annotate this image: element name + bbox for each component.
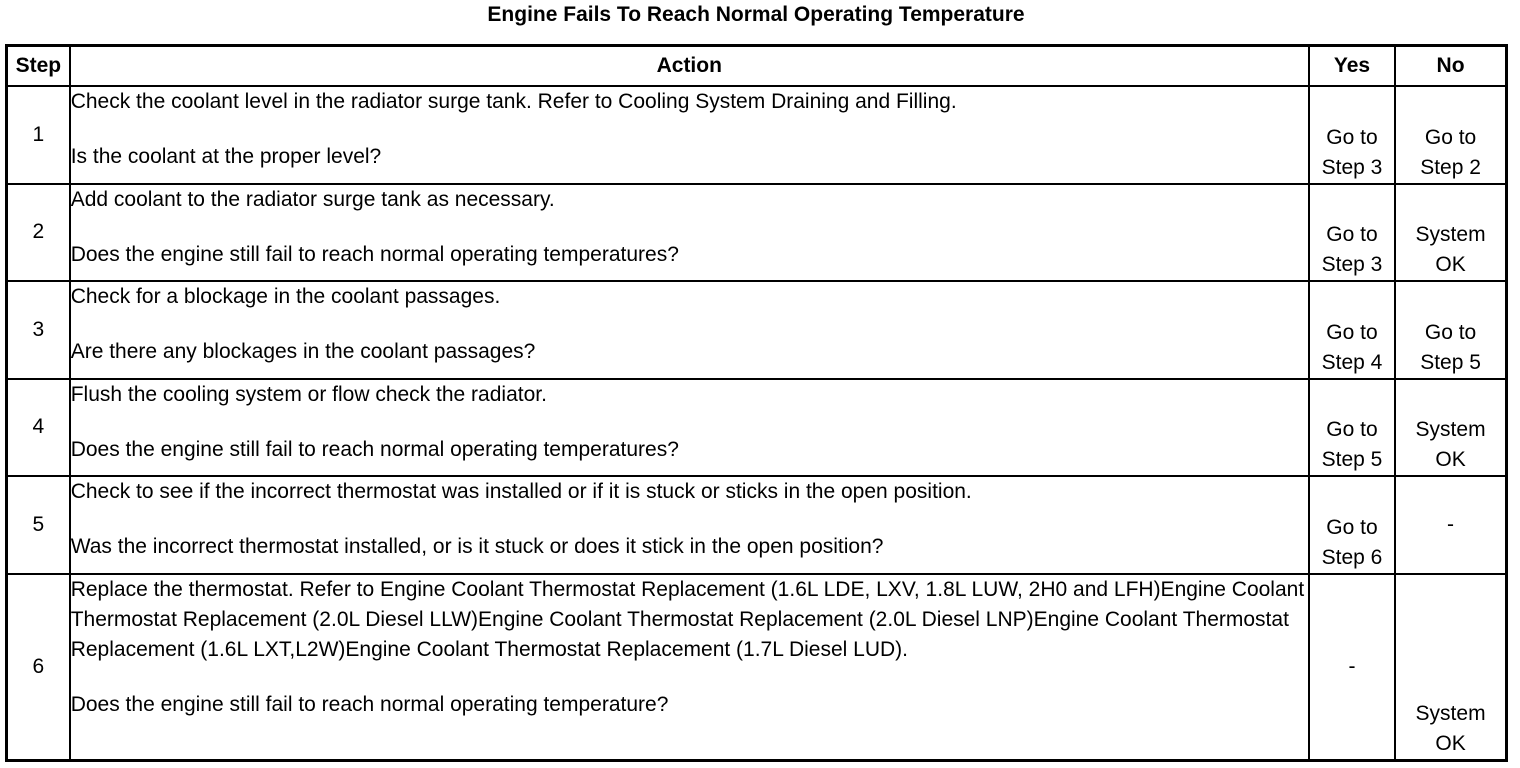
yes-result-line: Go to	[1326, 320, 1378, 344]
yes-result	[1309, 281, 1395, 379]
no-result-line: Step 2	[1420, 155, 1481, 179]
yes-result-line: Go to	[1326, 125, 1378, 149]
yes-result	[1309, 86, 1395, 184]
yes-result-line: Go to	[1326, 223, 1378, 246]
step-number: 6	[7, 574, 70, 761]
table-row	[7, 86, 1507, 184]
header-action: Action	[70, 46, 1309, 87]
yes-result-line: Step 4	[1321, 350, 1383, 374]
yes-result	[1309, 379, 1395, 477]
no-result	[1395, 574, 1506, 761]
header-yes: Yes	[1309, 46, 1395, 87]
no-result-line: System	[1415, 223, 1486, 246]
step-number: 3	[7, 281, 70, 379]
header-no: No	[1395, 46, 1506, 87]
step-number: 5	[7, 476, 70, 574]
action-cell	[70, 476, 1309, 574]
no-result-line: Go to	[1424, 320, 1477, 344]
table-row	[7, 476, 1507, 574]
no-result-line: System	[1415, 418, 1486, 441]
table-row	[7, 281, 1507, 379]
yes-result-line: Go to	[1326, 418, 1378, 441]
no-result-line: System	[1415, 702, 1486, 725]
action-instruction: Check for a blockage in the coolant passages.	[70, 285, 501, 308]
no-result	[1395, 184, 1506, 282]
no-result	[1395, 86, 1506, 184]
table-row	[7, 574, 1507, 761]
no-result-line: -	[1447, 512, 1455, 536]
action-cell	[70, 574, 1309, 761]
action-instruction: Add coolant to the radiator surge tank as necessary.	[70, 187, 555, 211]
page-title: Engine Fails To Reach Normal Operating Temperature	[487, 3, 1025, 26]
yes-result-line: Go to	[1326, 515, 1378, 539]
yes-result	[1309, 476, 1395, 574]
no-result	[1395, 379, 1506, 477]
action-question: Was the incorrect thermostat installed, or is it stuck or does it stick in the open position?	[70, 535, 884, 558]
no-result-line: Step 5	[1420, 350, 1481, 374]
diagnostic-table	[5, 44, 1508, 762]
yes-result-line: Step 3	[1321, 253, 1383, 276]
action-instruction: Replace the thermostat. Refer to Engine Coolant Thermostat Replacement (1.6L LDE, LXV, 1.8L LUW, 2H0 and LFH)Engine Coolant Thermostat Replacement (2.0L Diesel LLW)Engine Coolant Thermostat Replacement (2.0L Diesel LNP)Engine Coolant Thermostat Replacement (1.6L LXT,L2W)Engine Coolant Thermostat Replacement (1.7L Diesel LUD).	[70, 577, 1305, 661]
action-cell	[70, 281, 1309, 379]
step-number: 2	[7, 184, 70, 282]
step-number: 4	[7, 379, 70, 477]
action-instruction: Flush the cooling system or flow check the radiator.	[70, 382, 547, 406]
action-question: Does the engine still fail to reach normal operating temperatures?	[70, 437, 679, 461]
yes-result	[1309, 574, 1395, 761]
action-cell	[70, 86, 1309, 184]
no-result	[1395, 476, 1506, 574]
action-question: Does the engine still fail to reach normal operating temperature?	[70, 692, 669, 716]
action-cell	[70, 379, 1309, 477]
action-instruction: Check the coolant level in the radiator surge tank. Refer to Cooling System Draining and Filling.	[70, 90, 957, 113]
step-number: 1	[7, 86, 70, 184]
table-row	[7, 379, 1507, 477]
no-result-line: OK	[1435, 448, 1466, 471]
table-row	[7, 184, 1507, 282]
action-question: Is the coolant at the proper level?	[70, 145, 382, 168]
yes-result-line: Step 5	[1321, 448, 1383, 471]
no-result-line: OK	[1435, 253, 1466, 276]
action-instruction: Check to see if the incorrect thermostat was installed or if it is stuck or sticks in the open position.	[70, 480, 972, 503]
no-result-line: Go to	[1424, 125, 1477, 149]
yes-result-line: Step 6	[1321, 545, 1383, 569]
action-cell	[70, 184, 1309, 282]
yes-result-line: Step 3	[1321, 155, 1383, 179]
yes-result-line: -	[1348, 654, 1356, 678]
table-header-row	[7, 46, 1507, 87]
no-result-line: OK	[1435, 732, 1466, 755]
yes-result	[1309, 184, 1395, 282]
header-step: Step	[7, 46, 70, 87]
action-question: Are there any blockages in the coolant passages?	[70, 340, 536, 363]
no-result	[1395, 281, 1506, 379]
action-question: Does the engine still fail to reach normal operating temperatures?	[70, 242, 679, 266]
